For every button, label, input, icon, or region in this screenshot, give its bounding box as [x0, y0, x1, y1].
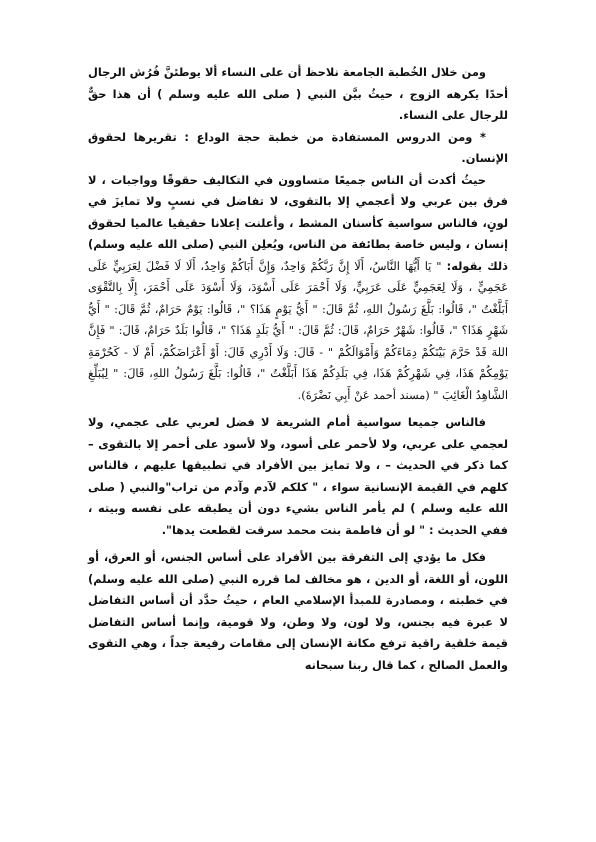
paragraph-equality-intro: حيثُ أكدت أن الناس جميعًا متساوون في التكاليف حقوقًا وواجبات ، لا فرق بين عربي ولا أعجمي إلا بالتقوى، لا تفاضل في نسبٍ ولا تمايزَ في لونٍ، فالناس سواسية كأسنان المشط ، وأعلنت إعلانا حقيقيا عالميا لحقوق إنسان ، وليس خاصة بطائفة من الناس، ويُعلِن النبي (صلى الله عليه وسلم) ذلك بقوله: [88, 172, 508, 273]
section-heading-human-rights: * ومن الدروس المستفادة من خطبة حجة الوداع : تقريرها لحقوق الإنسان. [88, 129, 508, 165]
paragraph-wives-rights: ومن خلال الخُطبة الجامعة نلاحظ أن على النساء ألا يوطئنَّ فُرُش الرجال أحدًا يكرهه الزوج ، حيثُ بيَّن النبي ( صلى الله عليه وسلم ) أن هذا حقٌّ للرجال على النساء. [88, 65, 508, 122]
body-text [88, 62, 508, 676]
paragraph-equality-hadith [88, 170, 508, 407]
paragraph-equality-before-law: فالناس جميعا سواسية أمام الشريعة لا فضل لعربي على عجمي، ولا لعجمي على عربي، ولا لأحمر على أسود، ولا لأسود على أحمر إلا بالتقوى – كما ذكر في الحديث – ، ولا تمايز بين الأفراد في تطبيقها عليهم ، فالناس كلهم في القيمة الإنسانية سواء ، " كلكم لآدم وآدم من تراب"والنبي ( صلى الله عليه وسلم ) لم يأمر الناس بشيء دون أن يطبقه على نفسه وبيته ، ففي الحديث : " لو أن فاطمة بنت محمد سرقت لقطعت يدها". [88, 415, 508, 537]
paragraph-discrimination: فكل ما يؤدي إلى التفرقة بين الأفراد على أساس الجنس، أو العرق، أو اللون، أو اللغة، أو الدين ، هو مخالف لما قرره النبي (صلى الله عليه وسلم) في خطبته ، ومصادرة للمبدأ الإسلامي العام ، حيثُ حدَّد أن أساس التفاضل لا عبرة فيه بجنس، ولا لون، ولا وطن، ولا قومية، وإنما أساس التفاضل قيمة خلقية راقية ترفع مكانة الإنسان إلى مقامات رفيعة جداً ، وهي التقوى والعمل الصالح ، كما قال ربنا سبحانه [88, 550, 508, 672]
hadith-quote: " يَا أَيُّهَا النَّاسُ، أَلَا إِنَّ رَبَّكُمْ وَاحِدٌ، وَإِنَّ أَبَاكُمْ وَاحِدٌ، أَلَا لَا فَضْلَ لِعَرَبِيٍّ عَلَى عَجَمِيٍّ ، وَلَا لِعَجَمِيٍّ عَلَى عَرَبِيٍّ، وَلَا أَحْمَرَ عَلَى أَسْوَدَ، وَلَا أَسْوَدَ عَلَى أَحْمَرَ، إِلَّا بِالتَّقْوَى أَبَلَّغْتُ "، قَالُوا: بَلَّغَ رَسُولُ اللهِ، ثُمَّ قَالَ: " أَيُّ يَوْمٍ هَذَا؟ "، قَالُوا: يَوْمٌ حَرَامٌ، ثُمَّ قَالَ: " أَيُّ شَهْرٍ هَذَا؟ "، قَالُوا: شَهْرٌ حَرَامٌ، قَالَ: ثُمَّ قَالَ: " أَيُّ بَلَدٍ هَذَا؟ "، قَالُوا بَلَدٌ حَرَامٌ، قَالَ: " فَإِنَّ اللهَ قَدْ حَرَّمَ بَيْنَكُمْ دِمَاءَكُمْ وَأَمْوَالَكُمْ " - قَالَ: وَلَا أَدْرِي قَالَ: أَوْ أَعْرَاضَكُمْ، أَمْ لَا - كَحُرْمَةِ يَوْمِكُمْ هَذَا، فِي شَهْرِكُمْ هَذَا، فِي بَلَدِكُمْ هَذَا أَبَلَّغْتُ "، قَالُوا: بَلَّغَ رَسُولُ اللهِ، قَالَ: " لِيُبَلِّغِ الشَّاهِدُ الْغَائِبَ " (مسند أحمد عَنْ أَبِي نَضْرَةَ). [88, 258, 508, 402]
